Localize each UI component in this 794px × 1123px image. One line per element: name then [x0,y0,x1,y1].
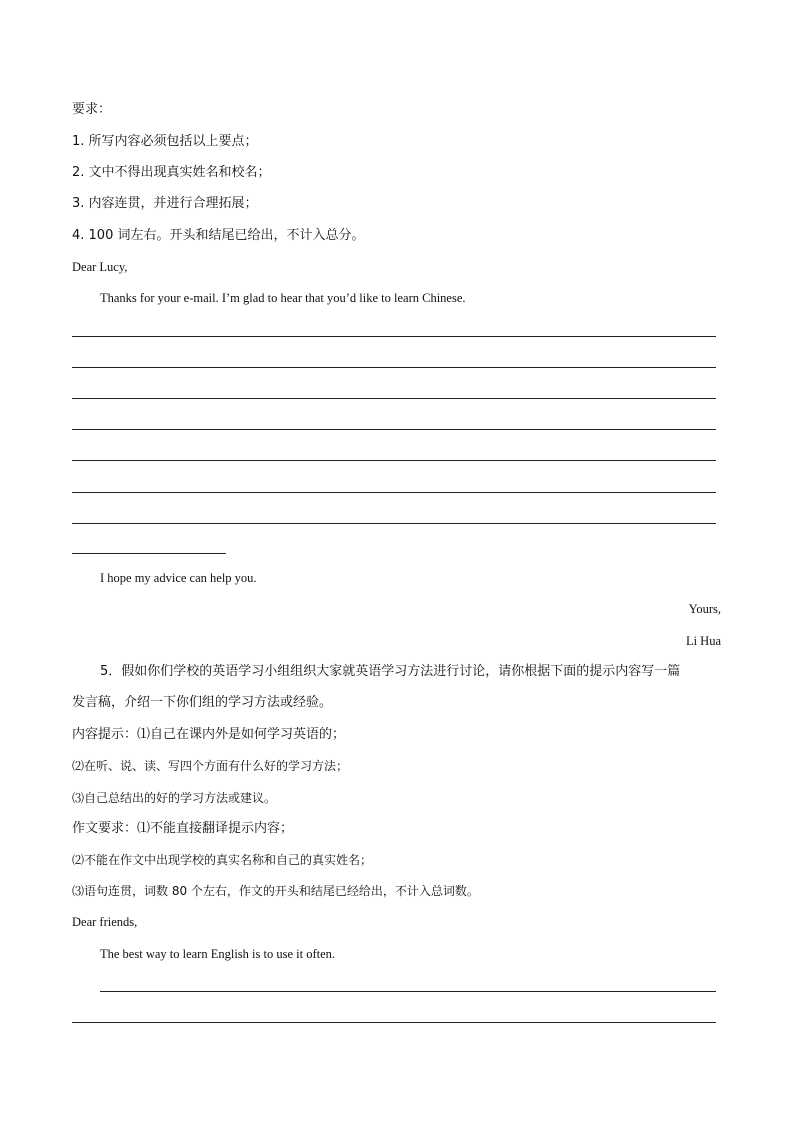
letter-signature: Li Hua [685,634,721,648]
writing-line-short[interactable] [72,553,226,554]
writing-requirement: ⑵不能在作文中出现学校的真实名称和自己的真实姓名； [72,853,373,867]
requirement-item: 4. 100 词左右。开头和结尾已给出，不计入总分。 [72,228,365,243]
writing-line[interactable] [72,367,716,368]
writing-line[interactable] [72,398,716,399]
task5-opening: The best way to learn English is to use it often. [100,947,336,961]
content-hint: ⑶自己总结出的好的学习方法或建议。 [72,791,277,805]
writing-line[interactable] [72,336,716,337]
writing-requirement: ⑶语句连贯，词数 80 个左右，作文的开头和结尾已经给出，不计入总词数。 [72,884,479,898]
writing-line[interactable] [72,492,716,493]
requirements-title: 要求： [72,102,112,117]
letter-signoff: Yours, [688,602,721,616]
task5-prompt: 5．假如你们学校的英语学习小组组织大家就英语学习方法进行讨论，请你根据下面的提示内容写一篇 [100,664,681,679]
requirement-item: 2. 文中不得出现真实姓名和校名； [72,165,271,180]
content-hint: 内容提示：⑴自己在课内外是如何学习英语的； [72,727,346,742]
writing-line[interactable] [100,991,716,992]
letter-closing: I hope my advice can help you. [100,571,257,585]
letter-salutation: Dear Lucy, [72,260,128,274]
requirement-item: 3. 内容连贯，并进行合理拓展； [72,196,258,211]
writing-line[interactable] [72,429,716,430]
writing-requirement: 作文要求：⑴不能直接翻译提示内容； [72,821,294,836]
writing-line[interactable] [72,460,716,461]
content-hint: ⑵在听、说、读、写四个方面有什么好的学习方法； [72,759,349,773]
task5-prompt-cont: 发言稿，介绍一下你们组的学习方法或经验。 [72,695,333,710]
task5-salutation: Dear friends, [72,915,138,929]
writing-line[interactable] [72,523,716,524]
letter-opening: Thanks for your e-mail. I’m glad to hear that you’d like to learn Chinese. [100,291,466,305]
requirement-item: 1. 所写内容必须包括以上要点； [72,134,258,149]
writing-line[interactable] [72,1022,716,1023]
